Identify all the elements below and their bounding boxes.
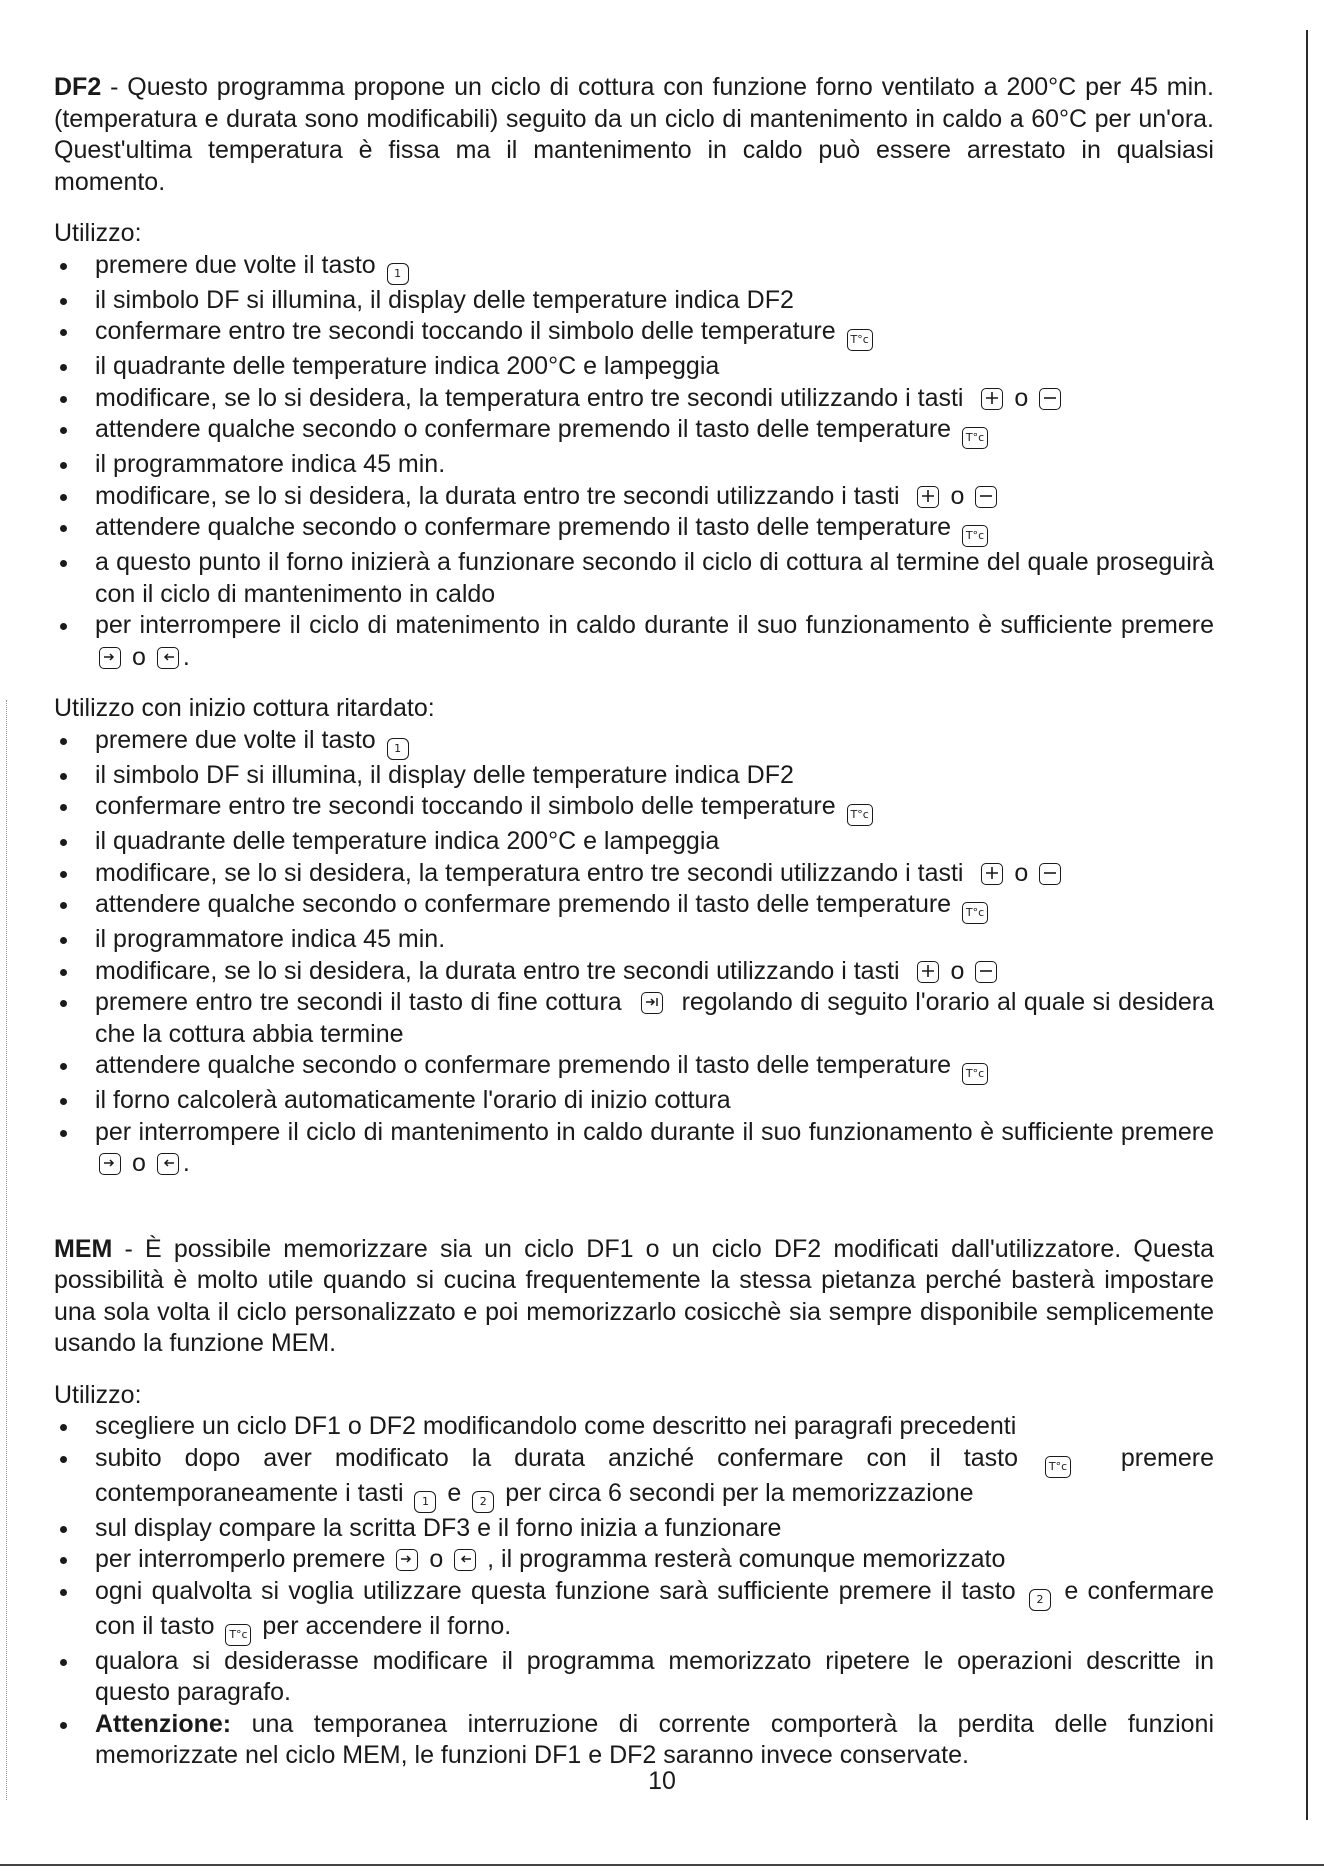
cooking-end-key-icon [396, 1549, 418, 1571]
list-item: a questo punto il forno inizierà a funzionare secondo il ciclo di cottura al termine del quale proseguirà con il ciclo di mantenimento in caldo [54, 547, 1214, 610]
section-spacer [54, 1180, 1214, 1234]
list-item: attendere qualche secondo o confermare premendo il tasto delle temperature T°c [54, 1050, 1214, 1085]
list-item: confermare entro tre secondi toccando il simbolo delle temperature T°c [54, 791, 1214, 826]
list-item: il forno calcolerà automaticamente l'orario di inizio cottura [54, 1085, 1214, 1117]
list-item: confermare entro tre secondi toccando il simbolo delle temperature T°c [54, 316, 1214, 351]
attention-label: Attenzione: [95, 1709, 232, 1738]
bottom-edge-rule [0, 1864, 1324, 1866]
list-item: attendere qualche secondo o confermare premendo il tasto delle temperature T°c [54, 512, 1214, 547]
cooking-time-key-icon [157, 1153, 179, 1175]
list-item: modificare, se lo si desidera, la temperatura entro tre secondi utilizzando i tasti o [54, 383, 1214, 415]
one-key-icon: 1 [387, 263, 409, 285]
cooking-end-key-icon [99, 1153, 121, 1175]
df2-usage-title: Utilizzo: [54, 219, 142, 247]
list-item: scegliere un ciclo DF1 o DF2 modificandolo come descritto nei paragrafi precedenti [54, 1411, 1214, 1443]
end-cooking-key-icon [641, 992, 663, 1014]
plus-key-icon [981, 388, 1003, 410]
page-number: 10 [648, 1767, 676, 1795]
minus-key-icon [975, 961, 997, 983]
df2-intro [54, 72, 1214, 198]
list-item: modificare, se lo si desidera, la durata entro tre secondi utilizzando i tasti o [54, 481, 1214, 513]
mem-usage-list [54, 1411, 1214, 1772]
minus-key-icon [1039, 863, 1061, 885]
list-item: per interrompere il ciclo di mantenimento in caldo durante il suo funzionamento è sufficiente premere o . [54, 1117, 1214, 1180]
mem-usage-title: Utilizzo: [54, 1380, 142, 1409]
list-item: attendere qualche secondo o confermare premendo il tasto delle temperature T°c [54, 414, 1214, 449]
mem-intro [54, 1234, 1214, 1360]
right-margin-rule [1306, 30, 1308, 1820]
list-item: premere due volte il tasto 1 [54, 250, 1214, 285]
left-binding-dots [6, 700, 7, 1800]
temperature-key-icon: T°c [847, 329, 873, 351]
cooking-time-key-icon [454, 1549, 476, 1571]
two-key-icon: 2 [472, 1491, 494, 1513]
df2-delayed-list [54, 725, 1214, 1180]
df2-label: DF2 [54, 73, 102, 101]
df2-usage-list [54, 250, 1214, 674]
df2-intro-text: - Questo programma propone un ciclo di cottura con funzione forno ventilato a 200°C per 45 min. (temperatura e durata sono modificabili) seguito da un ciclo di mantenimento in caldo a 60°C per un'ora. Quest'ultima temperatura è fissa ma il mantenimento in caldo può essere arrestato in qualsiasi momento. [54, 73, 1214, 196]
list-item: premere due volte il tasto 1 [54, 725, 1214, 760]
cooking-time-key-icon [157, 647, 179, 669]
cooking-end-key-icon [99, 647, 121, 669]
list-item: ogni qualvolta si voglia utilizzare questa funzione sarà sufficiente premere il tasto 2 e confermare con il tasto T°c per accendere il forno. [54, 1576, 1214, 1646]
temperature-key-icon: T°c [962, 427, 988, 449]
list-item: attendere qualche secondo o confermare premendo il tasto delle temperature T°c [54, 889, 1214, 924]
list-item: il simbolo DF si illumina, il display delle temperature indica DF2 [54, 760, 1214, 792]
mem-intro-text: - È possibile memorizzare sia un ciclo DF1 o un ciclo DF2 modificati dall'utilizzatore. Questa possibilità è molto utile quando si cucina frequentemente la stessa pietanza perché basterà impostare una sola volta il ciclo personalizzato e poi memorizzarlo cosicchè sia sempre disponibile semplicemente usando la funzione MEM. [54, 1234, 1214, 1357]
temperature-key-icon: T°c [962, 902, 988, 924]
minus-key-icon [975, 486, 997, 508]
list-item: sul display compare la scritta DF3 e il forno inizia a funzionare [54, 1513, 1214, 1545]
plus-key-icon [981, 863, 1003, 885]
minus-key-icon [1039, 388, 1061, 410]
mem-label: MEM [54, 1234, 113, 1263]
temperature-key-icon: T°c [847, 804, 873, 826]
temperature-key-icon: T°c [1045, 1456, 1071, 1478]
list-item: per interrompere il ciclo di matenimento in caldo durante il suo funzionamento è sufficiente premere o . [54, 610, 1214, 673]
list-item: per interromperlo premere o , il programma resterà comunque memorizzato [54, 1544, 1214, 1576]
list-item: premere entro tre secondi il tasto di fine cottura regolando di seguito l'orario al quale si desidera che la cottura abbia termine [54, 987, 1214, 1050]
list-item: il simbolo DF si illumina, il display delle temperature indica DF2 [54, 285, 1214, 317]
df2-delayed-title: Utilizzo con inizio cottura ritardato: [54, 694, 435, 722]
two-key-icon: 2 [1029, 1589, 1051, 1611]
list-item: modificare, se lo si desidera, la temperatura entro tre secondi utilizzando i tasti o [54, 858, 1214, 890]
list-item: modificare, se lo si desidera, la durata entro tre secondi utilizzando i tasti o [54, 956, 1214, 988]
one-key-icon: 1 [387, 738, 409, 760]
manual-page [54, 72, 1214, 1772]
list-item: il quadrante delle temperature indica 200°C e lampeggia [54, 351, 1214, 383]
list-item: il quadrante delle temperature indica 200°C e lampeggia [54, 826, 1214, 858]
plus-key-icon [917, 486, 939, 508]
list-item: qualora si desiderasse modificare il programma memorizzato ripetere le operazioni descritte in questo paragrafo. [54, 1646, 1214, 1709]
list-item: Attenzione: una temporanea interruzione di corrente comporterà la perdita delle funzioni memorizzate nel ciclo MEM, le funzioni DF1 e DF2 saranno invece conservate. [54, 1709, 1214, 1772]
list-item: il programmatore indica 45 min. [54, 449, 1214, 481]
one-key-icon: 1 [414, 1491, 436, 1513]
list-item: il programmatore indica 45 min. [54, 924, 1214, 956]
temperature-key-icon: T°c [225, 1624, 251, 1646]
temperature-key-icon: T°c [962, 1063, 988, 1085]
list-item: subito dopo aver modificato la durata anziché confermare con il tasto T°c premere contemporaneamente i tasti 1 e 2 per circa 6 secondi per la memorizzazione [54, 1443, 1214, 1513]
temperature-key-icon: T°c [962, 525, 988, 547]
plus-key-icon [917, 961, 939, 983]
